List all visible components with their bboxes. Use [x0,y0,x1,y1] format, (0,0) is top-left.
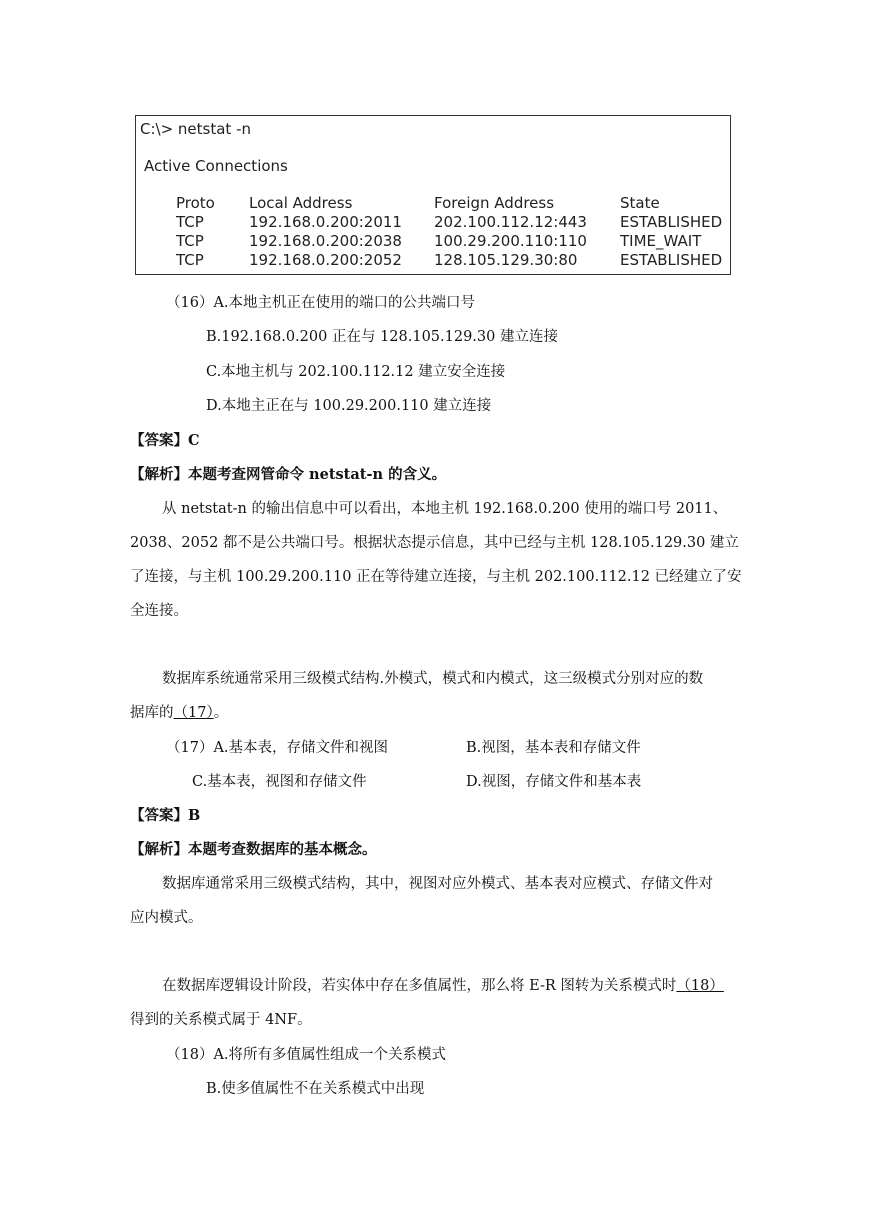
q16-analysis-line: 了连接，与主机 100.29.200.110 正在等待建立连接，与主机 202.100.112.12 已经建立了安 [130,569,742,585]
cell-state: TIME_WAIT [620,232,702,250]
cell-foreign-address: 202.100.112.12:443 [434,213,587,231]
q17-option-d: D.视图，存储文件和基本表 [466,774,642,790]
q18-option-a: （18）A.将所有多值属性组成一个关系模式 [166,1047,447,1063]
q16-analysis-title: 【解析】本题考查网管命令 netstat-n 的含义。 [130,466,447,483]
cell-state: ESTABLISHED [620,251,723,269]
q17-analysis-line: 数据库通常采用三级模式结构，其中，视图对应外模式、基本表对应模式、存储文件对 [162,876,713,892]
q17-stem-line-2 [130,703,228,723]
cell-proto: TCP [176,213,204,231]
cell-foreign-address: 128.105.129.30:80 [434,251,578,269]
q16-answer: 【答案】C [130,432,200,449]
header-proto: Proto [176,194,215,212]
q16-analysis-line: 2038、2052 都不是公共端口号。根据状态提示信息，其中已经与主机 128.105.129.30 建立 [130,535,739,551]
header-foreign-address: Foreign Address [434,194,555,212]
cell-state: ESTABLISHED [620,213,723,231]
q17-option-b: B.视图，基本表和存储文件 [466,740,641,756]
q16-analysis-line: 从 netstat-n 的输出信息中可以看出，本地主机 192.168.0.200 使用的端口号 2011、 [162,501,728,517]
q17-analysis-line: 应内模式。 [130,910,203,926]
q18-stem-line [162,976,724,996]
q17-option-a: （17）A.基本表，存储文件和视图 [166,740,389,756]
q17-stem-text: 据库的 [130,705,174,721]
q16-option-a: （16）A.本地主机正在使用的端口的公共端口号 [166,295,476,311]
table-row [176,232,730,251]
table-header-row [176,194,730,213]
q17-option-c: C.基本表，视图和存储文件 [192,774,367,790]
q16-option-c: C.本地主机与 202.100.112.12 建立安全连接 [206,364,506,380]
q18-option-b: B.使多值属性不在关系模式中出现 [206,1081,425,1097]
q17-answer: 【答案】B [130,807,201,824]
table-row [176,213,730,232]
terminal-title: Active Connections [144,157,288,175]
q16-option-b: B.192.168.0.200 正在与 128.105.129.30 建立连接 [206,329,558,345]
header-state: State [620,194,660,212]
terminal-command: C:\> netstat -n [140,120,251,138]
cell-local-address: 192.168.0.200:2052 [249,251,402,269]
q16-analysis-line: 全连接。 [130,603,188,619]
q16-option-d: D.本地主正在与 100.29.200.110 建立连接 [206,398,492,414]
connections-table [176,194,730,270]
table-row [176,251,730,270]
q17-analysis-title: 【解析】本题考查数据库的基本概念。 [130,841,377,858]
cell-foreign-address: 100.29.200.110:110 [434,232,587,250]
q17-blank: （17） [173,705,214,721]
header-local-address: Local Address [249,194,353,212]
q18-blank: （18） [676,978,724,994]
q17-stem-line: 数据库系统通常采用三级模式结构.外模式，模式和内模式，这三级模式分别对应的数 [162,671,704,687]
cell-proto: TCP [176,251,204,269]
q18-stem-text: 在数据库逻辑设计阶段，若实体中存在多值属性，那么将 E-R 图转为关系模式时 [162,978,677,994]
cell-local-address: 192.168.0.200:2038 [249,232,402,250]
cell-proto: TCP [176,232,204,250]
q17-stem-end: 。 [213,705,229,721]
cell-local-address: 192.168.0.200:2011 [249,213,402,231]
q18-stem-line-2: 得到的关系模式属于 4NF。 [130,1012,312,1028]
netstat-screenshot [135,115,731,275]
